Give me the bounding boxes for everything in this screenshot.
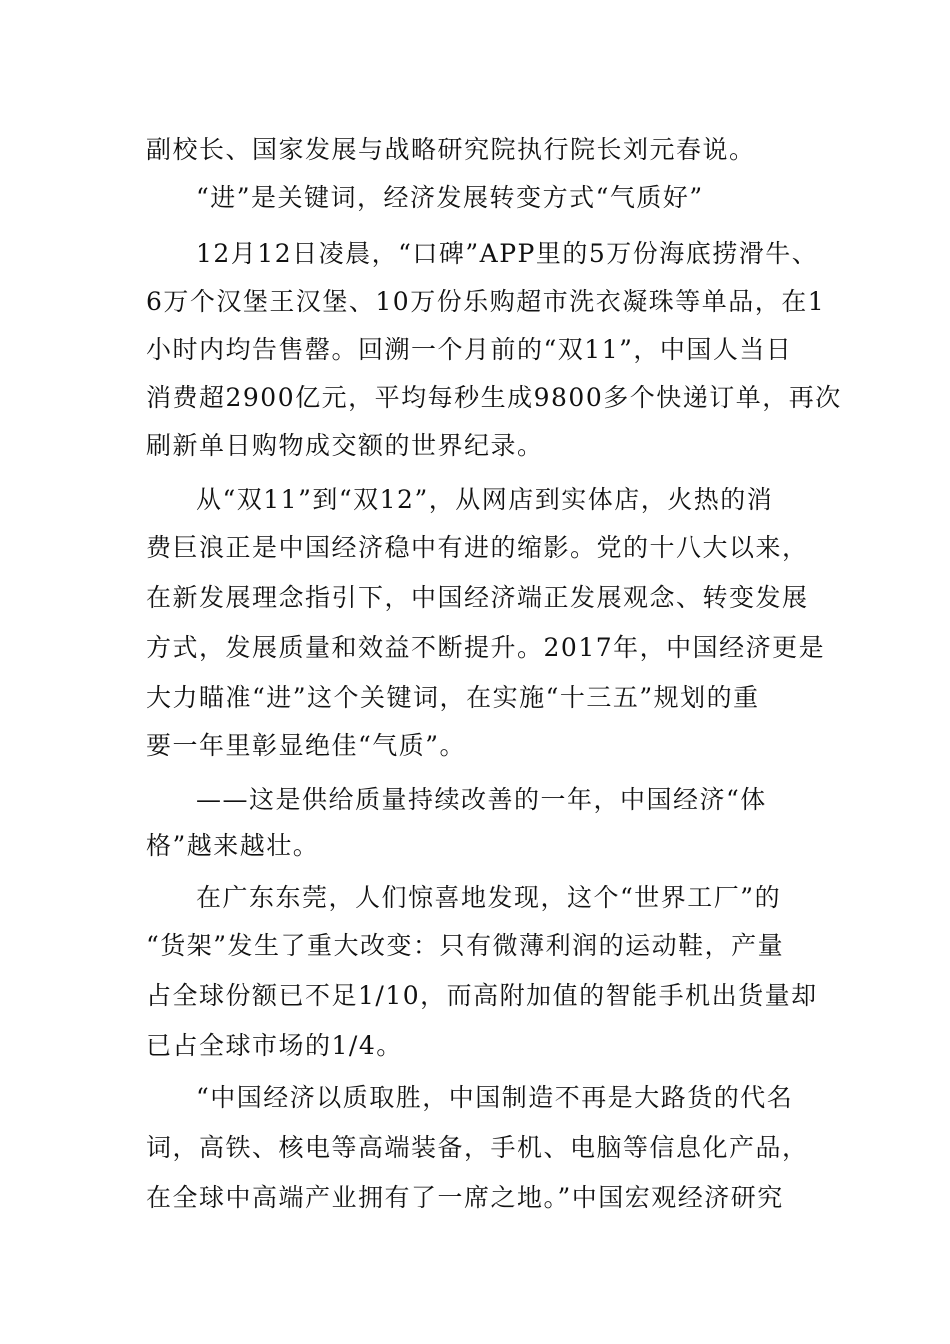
text-line: 词，高铁、核电等高端装备，手机、电脑等信息化产品， [146, 1133, 809, 1162]
text-line: 费巨浪正是中国经济稳中有进的缩影。党的十八大以来， [146, 533, 809, 562]
text-line: 大力瞄准“进”这个关键词，在实施“十三五”规划的重 [146, 683, 760, 712]
text-line: 12月12日凌晨，“口碑”APP里的5万份海底捞滑牛、 [196, 239, 819, 268]
text-line: ——这是供给质量持续改善的一年，中国经济“体 [196, 785, 767, 814]
text-line: 从“双11”到“双12”，从网店到实体店，火热的消 [196, 485, 774, 514]
text-line: 占全球份额已不足1/10，而高附加值的智能手机出货量却 [146, 981, 818, 1010]
text-line: 在新发展理念指引下，中国经济端正发展观念、转变发展 [146, 583, 809, 612]
text-line: 方式，发展质量和效益不断提升。2017年，中国经济更是 [146, 633, 826, 662]
text-line: 在广东东莞，人们惊喜地发现，这个“世界工厂”的 [196, 883, 782, 912]
section-heading: “进”是关键词，经济发展转变方式“气质好” [196, 183, 704, 212]
text-line: 刷新单日购物成交额的世界纪录。 [146, 431, 544, 460]
text-line: “中国经济以质取胜，中国制造不再是大路货的代名 [196, 1083, 794, 1112]
text-line: 副校长、国家发展与战略研究院执行院长刘元春说。 [146, 135, 756, 164]
text-line: 已占全球市场的1/4。 [146, 1031, 403, 1060]
text-line: 要一年里彰显绝佳“气质”。 [146, 731, 467, 760]
text-line: 在全球中高端产业拥有了一席之地。”中国宏观经济研究 [146, 1183, 784, 1212]
text-line: 小时内均告售罄。回溯一个月前的“双11”，中国人当日 [146, 335, 793, 364]
text-line: 格”越来越壮。 [146, 831, 320, 860]
text-line: “货架”发生了重大改变：只有微薄利润的运动鞋，产量 [146, 931, 785, 960]
text-line: 消费超2900亿元，平均每秒生成9800多个快递订单，再次 [146, 383, 842, 412]
text-line: 6万个汉堡王汉堡、10万份乐购超市洗衣凝珠等单品，在1 [146, 287, 826, 316]
